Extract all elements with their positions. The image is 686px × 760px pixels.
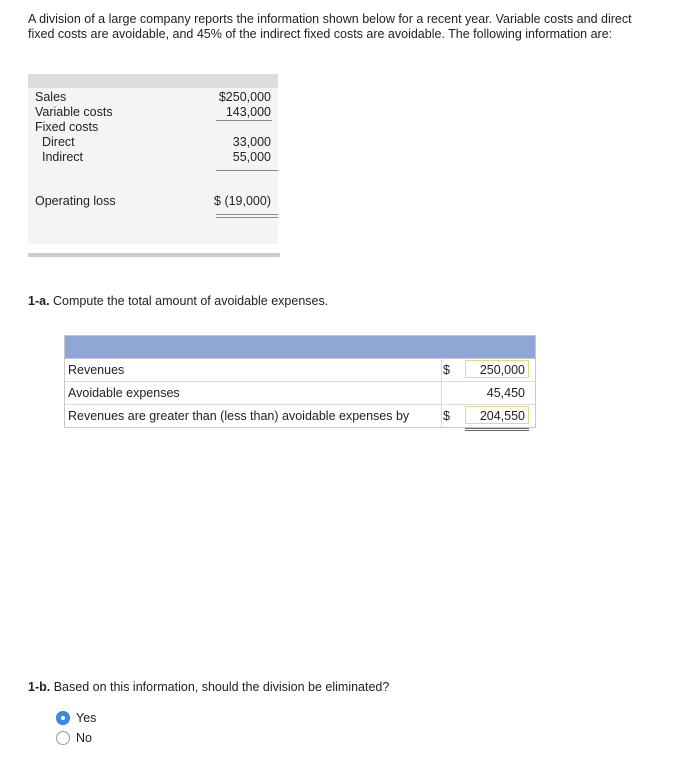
column-divider [441,405,442,427]
radio-unselected-icon[interactable] [56,731,70,745]
table-row [65,382,535,405]
row-label: Revenues are greater than (less than) avoidable expenses by [68,409,410,423]
question-text: Based on this information, should the division be eliminated? [53,680,390,694]
avoidable-expenses-input[interactable]: 45,450 [465,383,529,401]
info-row-fixed-costs [28,120,278,135]
currency-symbol: $ [443,363,450,377]
info-row-variable-costs [28,105,278,120]
info-value: 143,000 [225,105,271,119]
info-value: 33,000 [232,135,271,149]
radio-selected-icon[interactable] [56,711,70,725]
question-1a [28,294,328,308]
info-label: Operating loss [35,194,116,208]
double-underline [465,428,529,431]
question-1b [28,680,389,694]
info-label: Variable costs [35,105,113,119]
option-label: No [76,731,92,745]
answer-table [64,335,536,428]
info-row-indirect [28,150,278,165]
info-table-header-band [28,74,278,88]
double-underline-top [216,214,278,215]
question-number: 1-a. [28,294,50,308]
table-row [65,405,535,427]
row-label: Avoidable expenses [68,386,180,400]
double-underline-bottom [216,217,278,218]
info-label: Sales [35,90,67,104]
table-row [65,359,535,382]
info-value: 55,000 [232,150,271,164]
option-label: Yes [76,711,97,725]
column-divider [441,382,442,404]
revenues-input[interactable]: 250,000 [465,360,529,378]
info-row-sales [28,90,278,105]
problem-intro: A division of a large company reports the information shown below for a recent year. Variable costs and direct fixed costs are avoidable, and 45% of the indirect fixed costs are avoidable. The following information are: [28,12,632,41]
question-number: 1-b. [28,680,51,694]
info-row-operating-loss [28,194,278,209]
info-label: Direct [42,135,75,149]
answer-table-header [65,336,535,359]
info-label: Indirect [42,150,83,164]
info-table-bottom-bar [28,253,280,257]
info-value: $250,000 [218,90,271,104]
question-text: Compute the total amount of avoidable expenses. [53,294,329,308]
underline-rule [216,170,278,171]
info-table [28,74,278,244]
info-label: Fixed costs [35,120,99,134]
difference-input[interactable]: 204,550 [465,406,529,424]
row-label: Revenues [68,363,125,377]
info-row-direct [28,135,278,150]
currency-symbol: $ [443,409,450,423]
column-divider [441,359,442,381]
info-value: $ (19,000) [214,194,271,208]
